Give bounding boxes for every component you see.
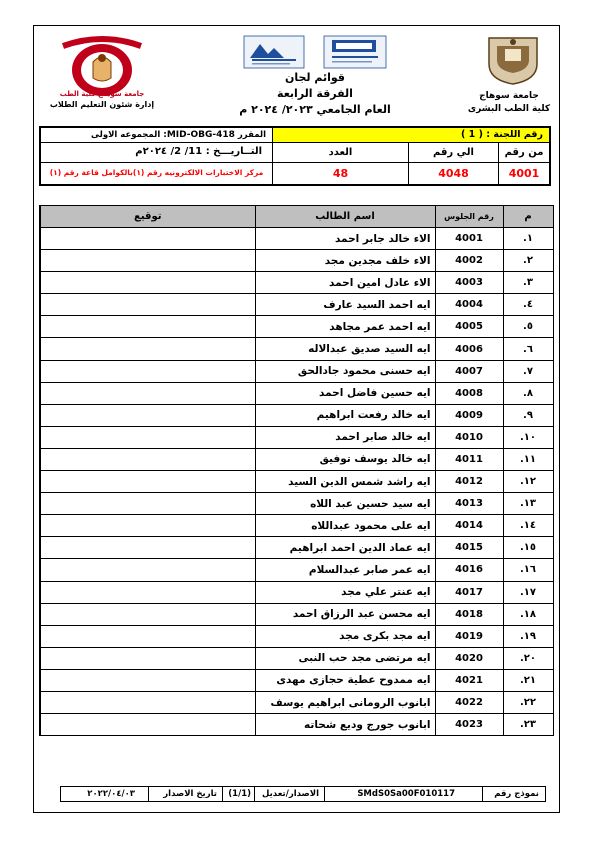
title-line-1: قوائم لجان bbox=[284, 71, 346, 84]
student-name: ايه محسن عبد الرزاق احمد bbox=[255, 603, 435, 625]
seat-number: 4003 bbox=[435, 272, 503, 294]
seat-number: 4021 bbox=[435, 669, 503, 691]
signature-cell[interactable] bbox=[40, 714, 255, 736]
student-name: ايه خالد رفعت ابراهيم bbox=[255, 404, 435, 426]
student-name: ايه مجد بكرى مجد bbox=[255, 625, 435, 647]
table-row bbox=[40, 691, 553, 713]
seat-number: 4016 bbox=[435, 559, 503, 581]
table-row bbox=[40, 515, 553, 537]
student-name: ايه عماد الدين احمد ابراهيم bbox=[255, 537, 435, 559]
student-name: ابانوب جورج وديع شحاته bbox=[255, 714, 435, 736]
table-row bbox=[40, 537, 553, 559]
title-line-2: الفرقة الرابعة bbox=[277, 87, 353, 100]
faculty-name: كلية الطب البشرى bbox=[467, 104, 551, 114]
form-footer bbox=[60, 786, 546, 802]
signature-cell[interactable] bbox=[40, 338, 255, 360]
table-row bbox=[40, 382, 553, 404]
to-number-header: الي رقم bbox=[409, 143, 499, 163]
row-number: ١٤. bbox=[503, 515, 553, 537]
row-number: ٢٠. bbox=[503, 647, 553, 669]
table-row bbox=[40, 404, 553, 426]
seat-number: 4001 bbox=[435, 228, 503, 250]
student-name: ايه حسنى محمود جادالحق bbox=[255, 360, 435, 382]
row-number: ٢١. bbox=[503, 669, 553, 691]
student-name: الاء خلف مجدين مجد bbox=[255, 250, 435, 272]
seat-number: 4012 bbox=[435, 471, 503, 493]
seat-number: 4008 bbox=[435, 382, 503, 404]
signature-cell[interactable] bbox=[40, 515, 255, 537]
group-name: المجموعه الاولى bbox=[91, 130, 161, 140]
row-number: ٥. bbox=[503, 316, 553, 338]
course-code: MID-OBG-418: bbox=[163, 130, 235, 140]
seat-number: 4011 bbox=[435, 448, 503, 470]
student-name: ايه السيد صديق عبدالاله bbox=[255, 338, 435, 360]
signature-cell[interactable] bbox=[40, 559, 255, 581]
seat-number: 4010 bbox=[435, 426, 503, 448]
table-header-row bbox=[40, 206, 553, 228]
signature-cell[interactable] bbox=[40, 603, 255, 625]
university-caption bbox=[459, 90, 559, 116]
edition-value: (1/1) bbox=[228, 789, 251, 799]
row-number: ١٢. bbox=[503, 471, 553, 493]
student-name: ايه راشد شمس الدين السيد bbox=[255, 471, 435, 493]
signature-cell[interactable] bbox=[40, 493, 255, 515]
seat-number: 4014 bbox=[435, 515, 503, 537]
row-number: ٨. bbox=[503, 382, 553, 404]
committee-info bbox=[39, 126, 551, 186]
table-row bbox=[40, 669, 553, 691]
row-number: ٢. bbox=[503, 250, 553, 272]
seat-number: 4017 bbox=[435, 581, 503, 603]
edition-label: الاصدار/تعديل bbox=[262, 789, 319, 799]
seat-number: 4005 bbox=[435, 316, 503, 338]
exam-venue: مركز الاختبارات الالكترونيه رقم (١)بالكوامل قاعة رقم (١) bbox=[41, 163, 273, 184]
exam-date bbox=[41, 143, 273, 163]
date-value: 11/ 2/ ٢٠٢٤م bbox=[135, 146, 203, 157]
to-number-value: 4048 bbox=[409, 163, 499, 184]
table-row bbox=[40, 316, 553, 338]
row-number: ١٠. bbox=[503, 426, 553, 448]
table-row bbox=[40, 471, 553, 493]
seat-number: 4019 bbox=[435, 625, 503, 647]
student-name: الاء خالد جابر احمد bbox=[255, 228, 435, 250]
row-number: ١٩. bbox=[503, 625, 553, 647]
faculty-logo-left bbox=[53, 34, 151, 98]
signature-cell[interactable] bbox=[40, 426, 255, 448]
header-seat: رقم الجلوس bbox=[435, 206, 503, 228]
signature-cell[interactable] bbox=[40, 404, 255, 426]
row-number: ٣. bbox=[503, 272, 553, 294]
seat-number: 4013 bbox=[435, 493, 503, 515]
signature-cell[interactable] bbox=[40, 228, 255, 250]
table-row bbox=[40, 559, 553, 581]
committee-number: رقم اللجنة : ( 1 ) bbox=[273, 128, 549, 143]
date-label: التــاريـــخ : bbox=[205, 146, 262, 157]
seat-number: 4023 bbox=[435, 714, 503, 736]
signature-cell[interactable] bbox=[40, 382, 255, 404]
table-row bbox=[40, 625, 553, 647]
student-name: ايه خالد يوسف توفيق bbox=[255, 448, 435, 470]
form-label: نموذج رقم bbox=[494, 789, 539, 799]
table-row bbox=[40, 647, 553, 669]
issue-label: تاريخ الاصدار bbox=[163, 789, 217, 799]
table-row bbox=[40, 714, 553, 736]
logo-left-lettering: جامعة سوهاج كلية الطب bbox=[59, 90, 145, 98]
table-row bbox=[40, 294, 553, 316]
header-num: م bbox=[503, 206, 553, 228]
from-number-header: من رقم bbox=[499, 143, 549, 163]
count-header: العدد bbox=[273, 143, 409, 163]
header-signature: توقيع bbox=[40, 206, 255, 228]
row-number: ٢٣. bbox=[503, 714, 553, 736]
student-name: ايه خالد صابر احمد bbox=[255, 426, 435, 448]
signature-cell[interactable] bbox=[40, 537, 255, 559]
header-name: اسم الطالب bbox=[255, 206, 435, 228]
students-table bbox=[39, 205, 554, 736]
row-number: ٢٢. bbox=[503, 691, 553, 713]
row-number: ١. bbox=[503, 228, 553, 250]
row-number: ١٨. bbox=[503, 603, 553, 625]
signature-cell[interactable] bbox=[40, 448, 255, 470]
seat-number: 4002 bbox=[435, 250, 503, 272]
student-name: ايه على محمود عبداللاه bbox=[255, 515, 435, 537]
student-name: ايه عمر صابر عبدالسلام bbox=[255, 559, 435, 581]
row-number: ١٦. bbox=[503, 559, 553, 581]
table-row bbox=[40, 272, 553, 294]
table-row bbox=[40, 426, 553, 448]
table-row bbox=[40, 338, 553, 360]
course-info bbox=[41, 128, 273, 143]
signature-cell[interactable] bbox=[40, 669, 255, 691]
issue-date: ٢٠٢٢/٠٤/٠٣ bbox=[87, 789, 135, 799]
signature-cell[interactable] bbox=[40, 360, 255, 382]
seat-number: 4020 bbox=[435, 647, 503, 669]
seat-number: 4009 bbox=[435, 404, 503, 426]
page-header bbox=[45, 32, 550, 120]
table-row bbox=[40, 603, 553, 625]
accreditation-logos bbox=[240, 34, 390, 70]
seat-number: 4007 bbox=[435, 360, 503, 382]
table-row bbox=[40, 250, 553, 272]
row-number: ١٥. bbox=[503, 537, 553, 559]
document-title-block bbox=[235, 70, 395, 118]
signature-cell[interactable] bbox=[40, 647, 255, 669]
department-caption: إدارة شئون التعليم الطلاب bbox=[49, 100, 155, 109]
signature-cell[interactable] bbox=[40, 316, 255, 338]
student-name: ايه مرتضى مجد حب النبى bbox=[255, 647, 435, 669]
course-label: المقرر bbox=[237, 130, 266, 140]
signature-cell[interactable] bbox=[40, 294, 255, 316]
seat-number: 4022 bbox=[435, 691, 503, 713]
row-number: ١١. bbox=[503, 448, 553, 470]
row-number: ٤. bbox=[503, 294, 553, 316]
university-name: جامعة سوهاج bbox=[479, 91, 539, 101]
form-code: SMdS0Sa00F010117 bbox=[357, 789, 455, 799]
row-number: ٧. bbox=[503, 360, 553, 382]
signature-cell[interactable] bbox=[40, 471, 255, 493]
row-number: ٩. bbox=[503, 404, 553, 426]
university-logo-right bbox=[483, 34, 543, 86]
student-name: ابانوب الرومانى ابراهيم يوسف bbox=[255, 691, 435, 713]
table-row bbox=[40, 228, 553, 250]
student-name: ايه حسين فاضل احمد bbox=[255, 382, 435, 404]
count-value: 48 bbox=[273, 163, 409, 184]
title-line-3: العام الجامعي ٢٠٢٣/ ٢٠٢٤ م bbox=[239, 103, 391, 116]
student-name: ايه احمد السيد عارف bbox=[255, 294, 435, 316]
seat-number: 4004 bbox=[435, 294, 503, 316]
row-number: ٦. bbox=[503, 338, 553, 360]
table-row bbox=[40, 493, 553, 515]
student-name: الاء عادل امين احمد bbox=[255, 272, 435, 294]
table-row bbox=[40, 581, 553, 603]
signature-cell[interactable] bbox=[40, 272, 255, 294]
from-number-value: 4001 bbox=[508, 167, 540, 180]
seat-number: 4015 bbox=[435, 537, 503, 559]
seat-number: 4018 bbox=[435, 603, 503, 625]
student-name: ايه احمد عمر مجاهد bbox=[255, 316, 435, 338]
signature-cell[interactable] bbox=[40, 625, 255, 647]
student-name: ايه عنتر علي مجد bbox=[255, 581, 435, 603]
seat-number: 4006 bbox=[435, 338, 503, 360]
row-number: ١٣. bbox=[503, 493, 553, 515]
table-row bbox=[40, 360, 553, 382]
student-name: ايه سيد حسين عبد اللاه bbox=[255, 493, 435, 515]
row-number: ١٧. bbox=[503, 581, 553, 603]
student-name: ايه ممدوح عطية حجازى مهدى bbox=[255, 669, 435, 691]
signature-cell[interactable] bbox=[40, 581, 255, 603]
table-row bbox=[40, 448, 553, 470]
signature-cell[interactable] bbox=[40, 250, 255, 272]
signature-cell[interactable] bbox=[40, 691, 255, 713]
